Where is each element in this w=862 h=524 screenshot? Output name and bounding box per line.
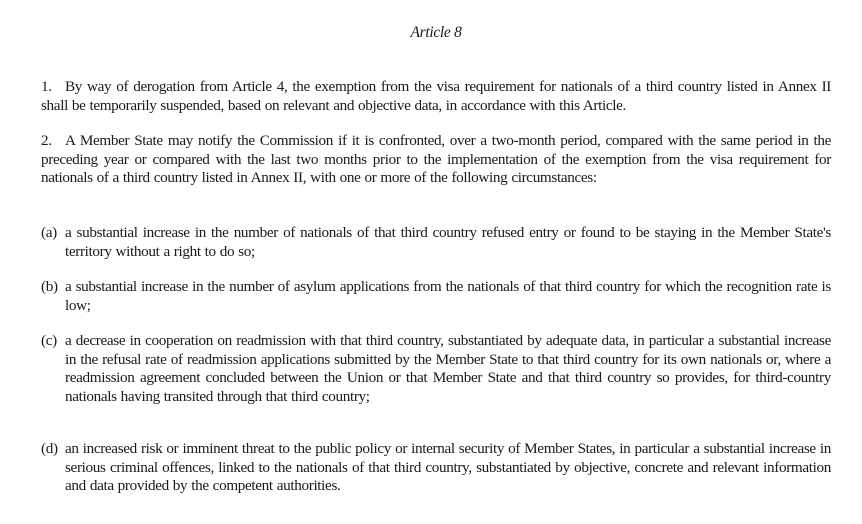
article-title: Article 8: [410, 24, 462, 41]
item-text: an increased risk or imminent threat to the public policy or internal security of Member States, in particular a substantial increase in serious criminal offences, linked to the nationals of that third country, substantiated by objective, concrete and relevant information and data provided by the competent authorities.: [65, 440, 831, 495]
paragraph-2: [41, 132, 831, 188]
list-item-a: [41, 224, 831, 261]
item-label: (a): [41, 224, 57, 241]
paragraph-number: 1.: [41, 78, 52, 95]
paragraph-text: A Member State may notify the Commission if it is confronted, over a two-month period, compared with the same period in the preceding year or compared with the last two months prior to the implementation of the exemption from the visa requirement for nationals of a third country listed in Annex II, with one or more of the following circumstances:: [41, 132, 831, 187]
item-label: (d): [41, 440, 58, 457]
item-label: (c): [41, 332, 57, 349]
paragraph-number: 2.: [41, 132, 52, 149]
item-label: (b): [41, 278, 58, 295]
item-text: a substantial increase in the number of asylum applications from the nationals of that third country for which the recognition rate is low;: [65, 278, 831, 314]
list-item-c: [41, 332, 831, 406]
item-text: a substantial increase in the number of nationals of that third country refused entry or found to be staying in the Member State's territory without a right to do so;: [65, 224, 831, 260]
paragraph-text: By way of derogation from Article 4, the exemption from the visa requirement for nationals of a third country listed in Annex II shall be temporarily suspended, based on relevant and objective data, in accordance with this Article.: [41, 78, 831, 114]
list-item-d: [41, 440, 831, 496]
paragraph-1: [41, 78, 831, 115]
item-text: a decrease in cooperation on readmission with that third country, substantiated by adequate data, in particular a substantial increase in the refusal rate of readmission applications submitted by the Member State to that third country for its own nationals or, where a readmission agreement concluded between the Union or that Member State and that third country so provides, for third-country nationals having transited through that third country;: [65, 332, 831, 405]
list-item-b: [41, 278, 831, 315]
